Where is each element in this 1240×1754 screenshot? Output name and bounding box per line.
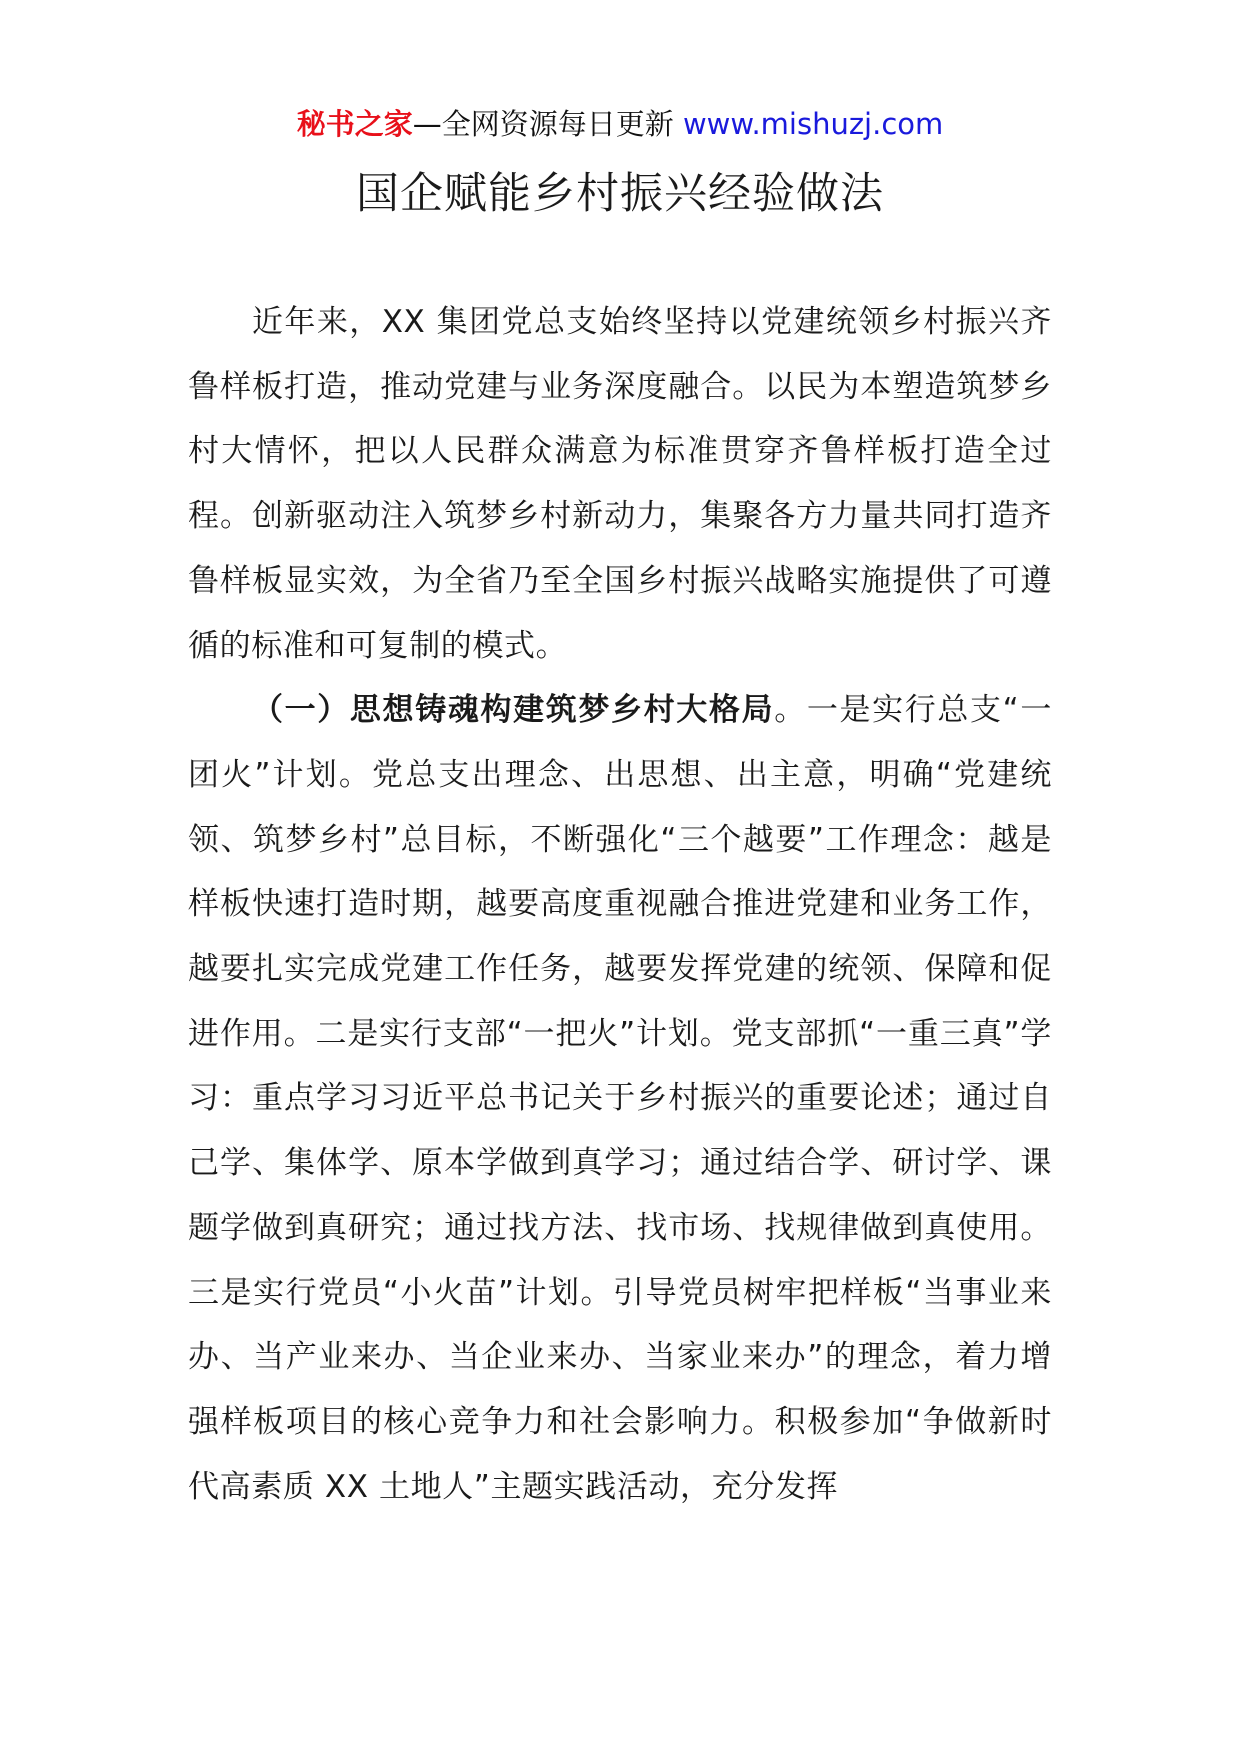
section-heading: （一）思想铸魂构建筑梦乡村大格局: [252, 692, 775, 729]
paragraph-text: 近年来，XX 集团党总支始终坚持以党建统领乡村振兴齐鲁样板打造，推动党建与业务深度融合。以民为本塑造筑梦乡村大情怀，把以人民群众满意为标准贯穿齐鲁样板打造全过程。创新驱动注入筑梦乡村新动力，集聚各方力量共同打造齐鲁样板显实效，为全省乃至全国乡村振兴战略实施提供了可遵循的标准和可复制的模式。: [188, 304, 1052, 664]
site-header: [0, 104, 1240, 144]
paragraph-text: 。一是实行总支“一团火”计划。党总支出理念、出思想、出主意，明确“党建统领、筑梦乡村”总目标，不断强化“三个越要”工作理念：越是样板快速打造时期，越要高度重视融合推进党建和业务工作，越要扎实完成党建工作任务，越要发挥党建的统领、保障和促进作用。二是实行支部“一把火”计划。党支部抓“一重三真”学习：重点学习习近平总书记关于乡村振兴的重要论述；通过自己学、集体学、原本学做到真学习；通过结合学、研讨学、课题学做到真研究；通过找方法、找市场、找规律做到真使用。三是实行党员“小火苗”计划。引导党员树牢把样板“当事业来办、当产业来办、当企业来办、当家业来办”的理念，着力增强样板项目的核心竞争力和社会影响力。积极参加“争做新时代高素质 XX 土地人”主题实践活动，充分发挥: [188, 692, 1052, 1505]
section-one-paragraph: [188, 678, 1052, 1519]
document-body: [188, 290, 1052, 1519]
header-tagline: —全网资源每日更新: [412, 107, 683, 141]
brand-name: 秘书之家: [296, 107, 413, 141]
intro-paragraph: [188, 290, 1052, 678]
site-url-link[interactable]: www.mishuzj.com: [682, 107, 944, 141]
document-title: 国企赋能乡村振兴经验做法: [356, 169, 884, 219]
